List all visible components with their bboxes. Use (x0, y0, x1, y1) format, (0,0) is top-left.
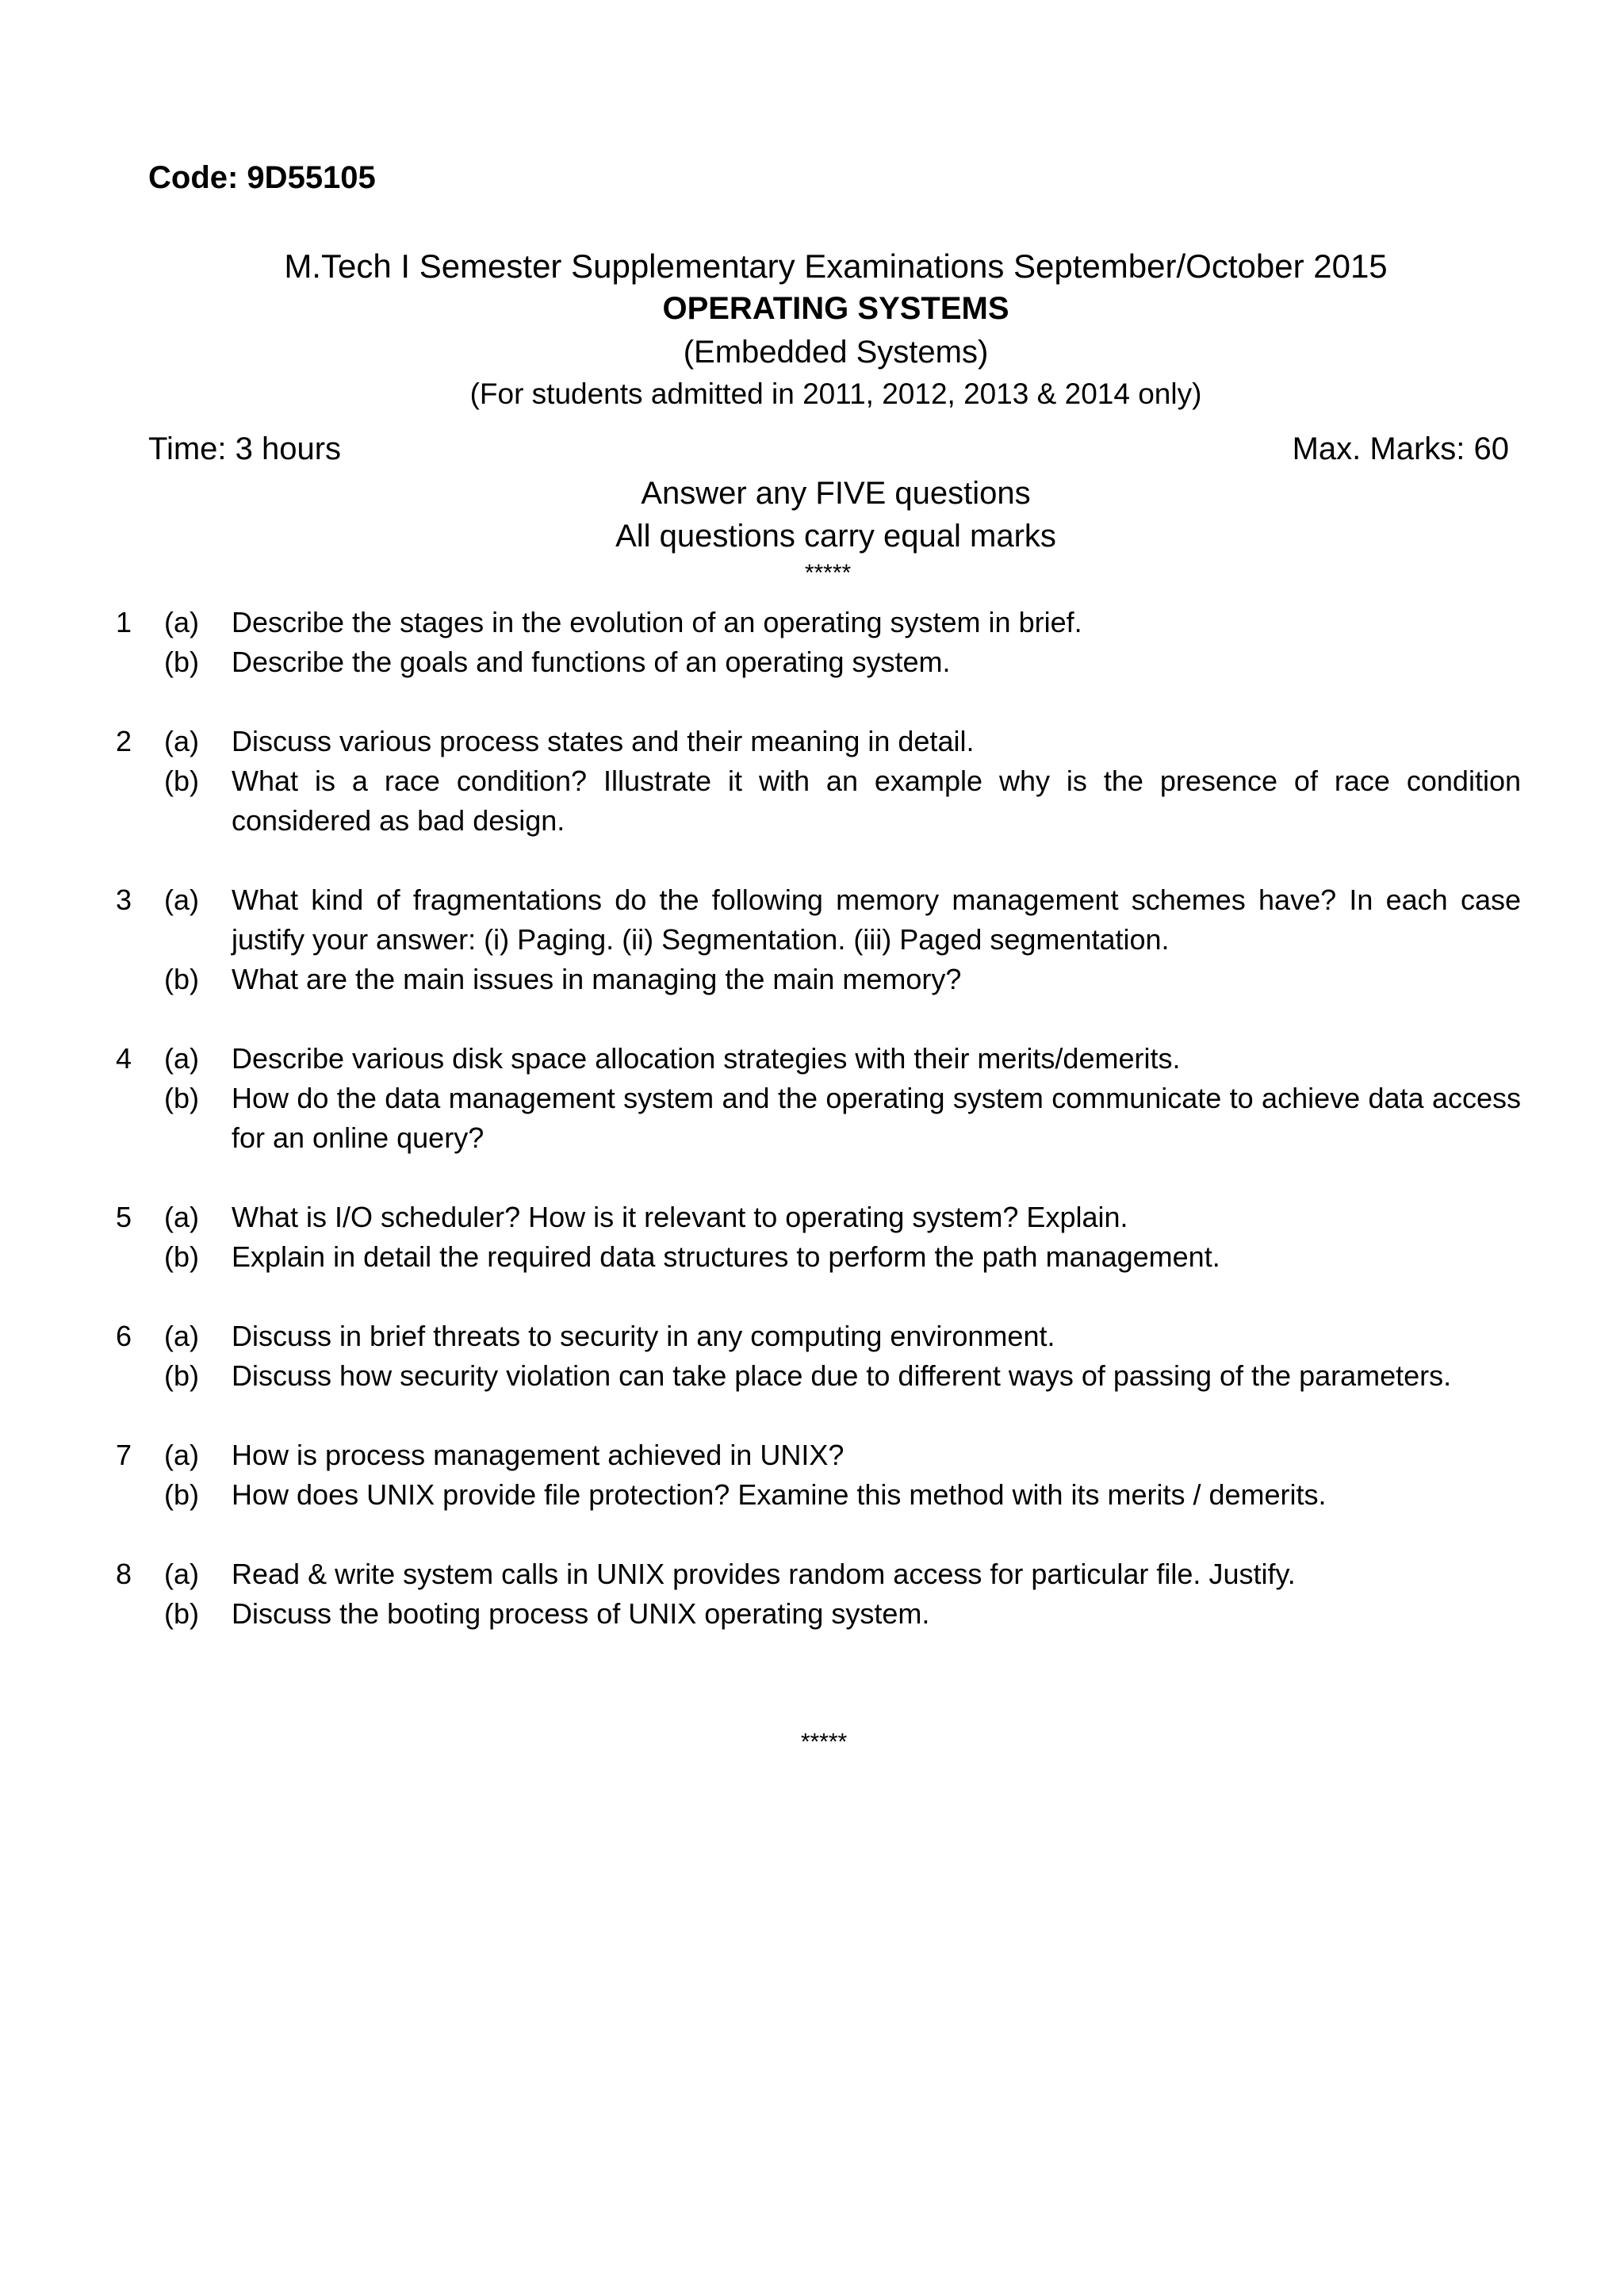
question-2-part (0, 761, 1624, 841)
question-3-part (0, 880, 1624, 960)
part-label: (a) (164, 1439, 199, 1471)
question-2 (0, 722, 1624, 841)
part-text: Describe the goals and functions of an operating system. (232, 646, 951, 678)
part-label: (a) (164, 884, 199, 916)
question-4-part (0, 1079, 1624, 1158)
part-label: (a) (164, 725, 199, 757)
exam-title: M.Tech I Semester Supplementary Examinations September/October 2015 (284, 247, 1388, 285)
question-number: 1 (116, 606, 132, 638)
part-label: (a) (164, 1042, 199, 1075)
part-label: (b) (164, 765, 199, 797)
part-label: (b) (164, 1597, 199, 1630)
part-text: How is process management achieved in UNIX? (232, 1439, 845, 1471)
footer-separator: ***** (800, 1729, 848, 1755)
part-label: (b) (164, 1240, 199, 1273)
question-5 (0, 1198, 1624, 1277)
paper-code: Code: 9D55105 (148, 160, 376, 195)
question-list (0, 603, 1624, 1673)
question-1-part (0, 642, 1624, 682)
question-number: 7 (116, 1439, 132, 1471)
question-1 (0, 603, 1624, 682)
question-8 (0, 1554, 1624, 1634)
part-label: (a) (164, 1320, 199, 1352)
question-6-part (0, 1356, 1624, 1396)
question-3-part (0, 960, 1624, 999)
part-text: How does UNIX provide file protection? Examine this method with its merits / demerits. (232, 1478, 1327, 1511)
question-8-part (0, 1594, 1624, 1634)
part-text: Read & write system calls in UNIX provides random access for particular file. Justify. (232, 1558, 1296, 1590)
question-number: 8 (116, 1558, 132, 1590)
part-text: Discuss various process states and their meaning in detail. (232, 725, 975, 757)
part-text: Discuss in brief threats to security in any computing environment. (232, 1320, 1055, 1352)
question-5-part (0, 1198, 1624, 1237)
part-text: Describe the stages in the evolution of an operating system in brief. (232, 606, 1082, 638)
instruction-equal-marks: All questions carry equal marks (615, 519, 1056, 554)
question-6 (0, 1317, 1624, 1396)
header-separator: ***** (804, 560, 852, 586)
part-text: Discuss the booting process of UNIX operating system. (232, 1597, 930, 1630)
part-text: What kind of fragmentations do the following memory management schemes have? In each case justify your answer: (i) Paging. (ii) Segmentation. (iii) Paged segmentation. (232, 884, 1521, 956)
part-text: What is a race condition? Illustrate it with an example why is the presence of race condition considered as bad design. (232, 765, 1521, 837)
question-6-part (0, 1317, 1624, 1356)
question-7-part (0, 1475, 1624, 1515)
instruction-answer-five: Answer any FIVE questions (641, 476, 1031, 511)
part-text: What is I/O scheduler? How is it relevant to operating system? Explain. (232, 1201, 1128, 1233)
question-number: 3 (116, 884, 132, 916)
question-number: 4 (116, 1042, 132, 1075)
question-number: 6 (116, 1320, 132, 1352)
part-label: (a) (164, 606, 199, 638)
part-label: (b) (164, 1478, 199, 1511)
question-number: 2 (116, 725, 132, 757)
max-marks: Max. Marks: 60 (1292, 431, 1509, 466)
part-label: (a) (164, 1558, 199, 1590)
question-4 (0, 1039, 1624, 1158)
part-label: (b) (164, 963, 199, 995)
exam-duration: Time: 3 hours (148, 431, 342, 466)
part-label: (b) (164, 646, 199, 678)
part-text: How do the data management system and the operating system communicate to achieve data access for an online query? (232, 1082, 1521, 1154)
part-text: Discuss how security violation can take place due to different ways of passing of the parameters. (232, 1359, 1452, 1392)
question-7-part (0, 1435, 1624, 1475)
part-text: Explain in detail the required data structures to perform the path management. (232, 1240, 1220, 1273)
part-label: (b) (164, 1359, 199, 1392)
part-label: (a) (164, 1201, 199, 1233)
question-7 (0, 1435, 1624, 1515)
part-text: Describe various disk space allocation strategies with their merits/demerits. (232, 1042, 1181, 1075)
branch-name: (Embedded Systems) (683, 335, 989, 370)
question-2-part (0, 722, 1624, 761)
eligibility-note: (For students admitted in 2011, 2012, 2013 & 2014 only) (469, 378, 1202, 410)
question-5-part (0, 1237, 1624, 1277)
question-3 (0, 880, 1624, 999)
subject-title: OPERATING SYSTEMS (662, 291, 1009, 326)
part-text: What are the main issues in managing the main memory? (232, 963, 962, 995)
question-8-part (0, 1554, 1624, 1594)
question-4-part (0, 1039, 1624, 1079)
question-number: 5 (116, 1201, 132, 1233)
question-1-part (0, 603, 1624, 642)
part-label: (b) (164, 1082, 199, 1114)
